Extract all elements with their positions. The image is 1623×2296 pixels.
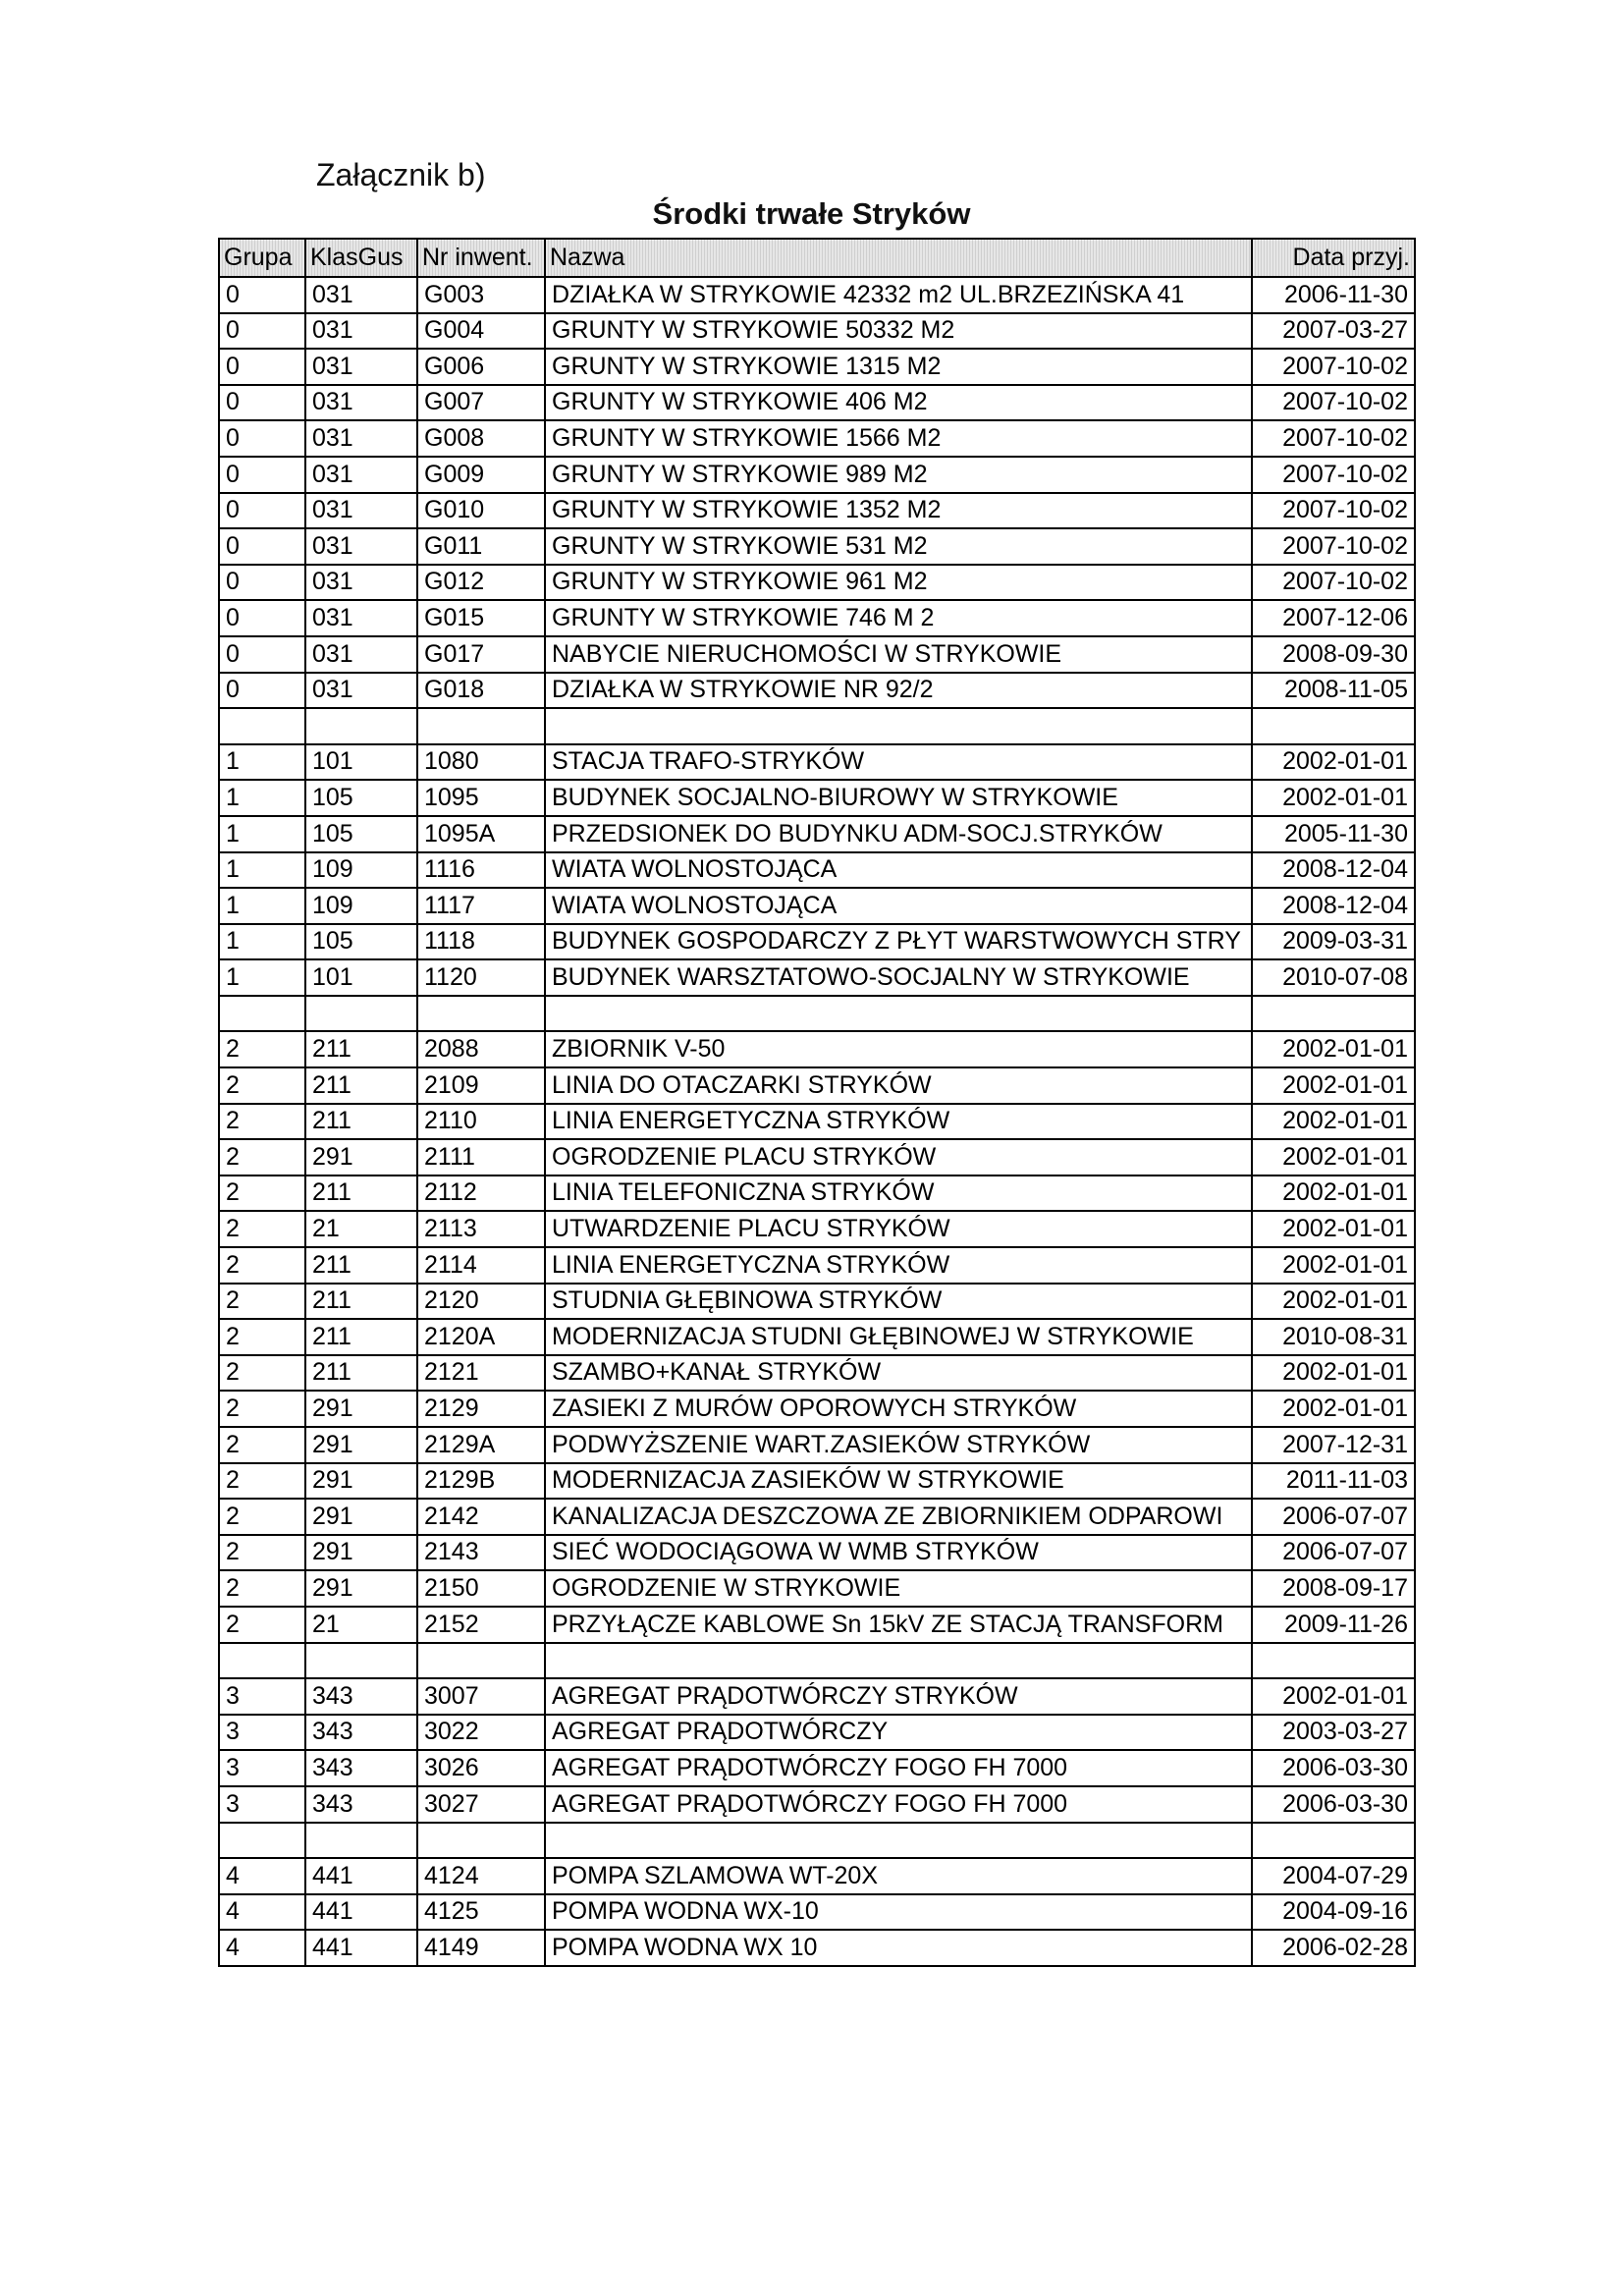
- cell-klasgus: 211: [305, 1031, 417, 1067]
- cell-klasgus: 031: [305, 565, 417, 601]
- cell-grupa: 0: [219, 565, 305, 601]
- table-row: [219, 1427, 1415, 1463]
- table-row: [219, 959, 1415, 996]
- cell-nr-inwent: 2113: [417, 1211, 545, 1247]
- cell-grupa: 4: [219, 1894, 305, 1931]
- table-row: [219, 1823, 1415, 1859]
- cell-klasgus: 211: [305, 1319, 417, 1355]
- cell-data-przyj: 2009-11-26: [1252, 1607, 1415, 1643]
- table-row: [219, 1930, 1415, 1966]
- cell-nr-inwent: G010: [417, 493, 545, 529]
- cell-nazwa: GRUNTY W STRYKOWIE 1315 M2: [545, 349, 1252, 385]
- cell-nr-inwent: 2129B: [417, 1463, 545, 1500]
- cell-nr-inwent: 3022: [417, 1715, 545, 1751]
- cell-data-przyj: 2007-10-02: [1252, 493, 1415, 529]
- cell-data-przyj: 2006-03-30: [1252, 1786, 1415, 1823]
- cell-data-przyj: 2009-03-31: [1252, 924, 1415, 960]
- cell-grupa: 0: [219, 673, 305, 709]
- cell-nr-inwent: G017: [417, 636, 545, 673]
- cell-klasgus: 031: [305, 349, 417, 385]
- cell-data-przyj: 2007-12-06: [1252, 600, 1415, 636]
- cell-nr-inwent: 2120A: [417, 1319, 545, 1355]
- cell-nazwa: STACJA TRAFO-STRYKÓW: [545, 744, 1252, 781]
- cell-nazwa: LINIA ENERGETYCZNA STRYKÓW: [545, 1247, 1252, 1284]
- cell-klasgus: 291: [305, 1139, 417, 1175]
- cell-nr-inwent: G018: [417, 673, 545, 709]
- cell-klasgus: 441: [305, 1930, 417, 1966]
- cell-nazwa: WIATA WOLNOSTOJĄCA: [545, 852, 1252, 889]
- cell-grupa: 3: [219, 1786, 305, 1823]
- cell-klasgus: 211: [305, 1175, 417, 1212]
- cell-nazwa: KANALIZACJA DESZCZOWA ZE ZBIORNIKIEM ODPAROWI: [545, 1499, 1252, 1535]
- table-row: [219, 457, 1415, 493]
- cell-data-przyj: 2011-11-03: [1252, 1463, 1415, 1500]
- cell-nazwa: [545, 708, 1252, 744]
- table-row: [219, 673, 1415, 709]
- cell-nr-inwent: 1117: [417, 888, 545, 924]
- table-row: [219, 1104, 1415, 1140]
- cell-nr-inwent: G011: [417, 528, 545, 565]
- table-row: [219, 493, 1415, 529]
- table-body: [219, 277, 1415, 1966]
- table-row: [219, 313, 1415, 350]
- cell-grupa: 1: [219, 816, 305, 852]
- cell-nazwa: [545, 1823, 1252, 1859]
- cell-data-przyj: 2002-01-01: [1252, 1067, 1415, 1104]
- cell-nazwa: AGREGAT PRĄDOTWÓRCZY FOGO FH 7000: [545, 1786, 1252, 1823]
- table-row: [219, 1678, 1415, 1715]
- cell-nr-inwent: G008: [417, 420, 545, 457]
- cell-klasgus: 291: [305, 1463, 417, 1500]
- cell-data-przyj: 2007-10-02: [1252, 385, 1415, 421]
- header-data-przyj: Data przyj.: [1252, 239, 1415, 277]
- cell-nazwa: POMPA WODNA WX 10: [545, 1930, 1252, 1966]
- cell-klasgus: 031: [305, 385, 417, 421]
- cell-data-przyj: 2007-10-02: [1252, 420, 1415, 457]
- cell-klasgus: 031: [305, 600, 417, 636]
- cell-nr-inwent: 2110: [417, 1104, 545, 1140]
- cell-klasgus: 105: [305, 780, 417, 816]
- table-row: [219, 1247, 1415, 1284]
- table-row: [219, 1284, 1415, 1320]
- cell-data-przyj: 2006-11-30: [1252, 277, 1415, 313]
- cell-grupa: 2: [219, 1319, 305, 1355]
- table-row: [219, 708, 1415, 744]
- cell-data-przyj: 2008-11-05: [1252, 673, 1415, 709]
- table-row: [219, 600, 1415, 636]
- cell-nr-inwent: 4149: [417, 1930, 545, 1966]
- cell-nazwa: WIATA WOLNOSTOJĄCA: [545, 888, 1252, 924]
- cell-nazwa: LINIA DO OTACZARKI STRYKÓW: [545, 1067, 1252, 1104]
- cell-nazwa: GRUNTY W STRYKOWIE 1566 M2: [545, 420, 1252, 457]
- table-row: [219, 996, 1415, 1032]
- cell-nazwa: LINIA ENERGETYCZNA STRYKÓW: [545, 1104, 1252, 1140]
- cell-nazwa: AGREGAT PRĄDOTWÓRCZY FOGO FH 7000: [545, 1750, 1252, 1786]
- table-row: [219, 565, 1415, 601]
- table-row: [219, 1607, 1415, 1643]
- table-row: [219, 1499, 1415, 1535]
- cell-data-przyj: 2002-01-01: [1252, 1355, 1415, 1392]
- cell-grupa: 2: [219, 1067, 305, 1104]
- cell-nr-inwent: [417, 708, 545, 744]
- cell-nr-inwent: 1118: [417, 924, 545, 960]
- cell-nr-inwent: [417, 1643, 545, 1679]
- cell-grupa: 2: [219, 1499, 305, 1535]
- annex-label: Załącznik b): [316, 157, 486, 192]
- cell-nazwa: [545, 1643, 1252, 1679]
- cell-klasgus: 21: [305, 1211, 417, 1247]
- cell-nr-inwent: 2152: [417, 1607, 545, 1643]
- table-row: [219, 1786, 1415, 1823]
- cell-nr-inwent: [417, 996, 545, 1032]
- cell-data-przyj: 2007-10-02: [1252, 349, 1415, 385]
- cell-grupa: 0: [219, 600, 305, 636]
- cell-data-przyj: [1252, 708, 1415, 744]
- cell-grupa: [219, 1823, 305, 1859]
- cell-grupa: 3: [219, 1715, 305, 1751]
- cell-klasgus: 101: [305, 959, 417, 996]
- cell-klasgus: 031: [305, 528, 417, 565]
- cell-grupa: 0: [219, 528, 305, 565]
- cell-data-przyj: 2007-12-31: [1252, 1427, 1415, 1463]
- cell-nazwa: ZBIORNIK V-50: [545, 1031, 1252, 1067]
- cell-nazwa: BUDYNEK WARSZTATOWO-SOCJALNY W STRYKOWIE: [545, 959, 1252, 996]
- cell-nr-inwent: 3026: [417, 1750, 545, 1786]
- cell-data-przyj: 2007-10-02: [1252, 565, 1415, 601]
- cell-grupa: 0: [219, 636, 305, 673]
- cell-nr-inwent: G006: [417, 349, 545, 385]
- table-row: [219, 816, 1415, 852]
- cell-grupa: 2: [219, 1607, 305, 1643]
- cell-nr-inwent: 2142: [417, 1499, 545, 1535]
- cell-nazwa: GRUNTY W STRYKOWIE 1352 M2: [545, 493, 1252, 529]
- cell-data-przyj: 2007-10-02: [1252, 528, 1415, 565]
- cell-data-przyj: 2004-07-29: [1252, 1858, 1415, 1894]
- table-row: [219, 1355, 1415, 1392]
- cell-nazwa: OGRODZENIE PLACU STRYKÓW: [545, 1139, 1252, 1175]
- cell-grupa: 1: [219, 888, 305, 924]
- cell-klasgus: 031: [305, 493, 417, 529]
- cell-nazwa: [545, 996, 1252, 1032]
- cell-klasgus: [305, 1643, 417, 1679]
- cell-nr-inwent: 2088: [417, 1031, 545, 1067]
- cell-data-przyj: 2006-07-07: [1252, 1499, 1415, 1535]
- cell-nazwa: DZIAŁKA W STRYKOWIE 42332 m2 UL.BRZEZIŃSKA 41: [545, 277, 1252, 313]
- table-row: [219, 277, 1415, 313]
- cell-grupa: 2: [219, 1463, 305, 1500]
- table-row: [219, 1463, 1415, 1500]
- cell-nr-inwent: G009: [417, 457, 545, 493]
- cell-nazwa: PODWYŻSZENIE WART.ZASIEKÓW STRYKÓW: [545, 1427, 1252, 1463]
- cell-nazwa: DZIAŁKA W STRYKOWIE NR 92/2: [545, 673, 1252, 709]
- cell-nr-inwent: 2129A: [417, 1427, 545, 1463]
- table-row: [219, 1715, 1415, 1751]
- cell-klasgus: 291: [305, 1499, 417, 1535]
- cell-klasgus: [305, 996, 417, 1032]
- cell-data-przyj: 2006-02-28: [1252, 1930, 1415, 1966]
- cell-nr-inwent: 2111: [417, 1139, 545, 1175]
- cell-nr-inwent: 3007: [417, 1678, 545, 1715]
- table-row: [219, 528, 1415, 565]
- cell-grupa: 3: [219, 1678, 305, 1715]
- table-row: [219, 1535, 1415, 1571]
- cell-data-przyj: 2002-01-01: [1252, 780, 1415, 816]
- cell-data-przyj: 2008-12-04: [1252, 852, 1415, 889]
- cell-grupa: 3: [219, 1750, 305, 1786]
- cell-nr-inwent: 3027: [417, 1786, 545, 1823]
- cell-klasgus: 343: [305, 1786, 417, 1823]
- cell-nazwa: NABYCIE NIERUCHOMOŚCI W STRYKOWIE: [545, 636, 1252, 673]
- table-row: [219, 1211, 1415, 1247]
- cell-nazwa: STUDNIA GŁĘBINOWA STRYKÓW: [545, 1284, 1252, 1320]
- cell-klasgus: 031: [305, 277, 417, 313]
- cell-klasgus: 291: [305, 1427, 417, 1463]
- table-row: [219, 924, 1415, 960]
- cell-grupa: 4: [219, 1930, 305, 1966]
- cell-grupa: 0: [219, 420, 305, 457]
- cell-data-przyj: 2002-01-01: [1252, 1284, 1415, 1320]
- cell-klasgus: 031: [305, 420, 417, 457]
- cell-data-przyj: 2004-09-16: [1252, 1894, 1415, 1931]
- cell-nazwa: GRUNTY W STRYKOWIE 531 M2: [545, 528, 1252, 565]
- cell-nazwa: SIEĆ WODOCIĄGOWA W WMB STRYKÓW: [545, 1535, 1252, 1571]
- cell-data-przyj: 2007-03-27: [1252, 313, 1415, 350]
- cell-grupa: 1: [219, 959, 305, 996]
- cell-data-przyj: 2002-01-01: [1252, 1247, 1415, 1284]
- cell-nr-inwent: 2109: [417, 1067, 545, 1104]
- cell-klasgus: 031: [305, 636, 417, 673]
- cell-grupa: 2: [219, 1031, 305, 1067]
- cell-nr-inwent: 4125: [417, 1894, 545, 1931]
- cell-data-przyj: 2006-03-30: [1252, 1750, 1415, 1786]
- cell-klasgus: 343: [305, 1715, 417, 1751]
- cell-nazwa: SZAMBO+KANAŁ STRYKÓW: [545, 1355, 1252, 1392]
- table-row: [219, 1570, 1415, 1607]
- fixed-assets-table: [218, 238, 1416, 1967]
- cell-data-przyj: 2008-12-04: [1252, 888, 1415, 924]
- document-title: Środki trwałe Stryków: [652, 196, 971, 231]
- cell-grupa: 2: [219, 1139, 305, 1175]
- cell-grupa: [219, 1643, 305, 1679]
- cell-grupa: 2: [219, 1391, 305, 1427]
- cell-data-przyj: 2008-09-17: [1252, 1570, 1415, 1607]
- cell-data-przyj: 2007-10-02: [1252, 457, 1415, 493]
- cell-nazwa: GRUNTY W STRYKOWIE 746 M 2: [545, 600, 1252, 636]
- cell-grupa: 2: [219, 1535, 305, 1571]
- cell-nr-inwent: 1080: [417, 744, 545, 781]
- table-row: [219, 349, 1415, 385]
- cell-data-przyj: 2006-07-07: [1252, 1535, 1415, 1571]
- cell-data-przyj: 2002-01-01: [1252, 744, 1415, 781]
- table-row: [219, 1319, 1415, 1355]
- cell-data-przyj: 2002-01-01: [1252, 1391, 1415, 1427]
- cell-klasgus: 031: [305, 313, 417, 350]
- cell-nazwa: POMPA WODNA WX-10: [545, 1894, 1252, 1931]
- cell-nr-inwent: 1095A: [417, 816, 545, 852]
- cell-nazwa: OGRODZENIE W STRYKOWIE: [545, 1570, 1252, 1607]
- table-row: [219, 1643, 1415, 1679]
- cell-grupa: 1: [219, 852, 305, 889]
- cell-klasgus: 441: [305, 1894, 417, 1931]
- cell-grupa: 2: [219, 1104, 305, 1140]
- cell-klasgus: 343: [305, 1678, 417, 1715]
- table-header-row: [219, 239, 1415, 277]
- table-row: [219, 420, 1415, 457]
- cell-data-przyj: [1252, 1823, 1415, 1859]
- cell-nazwa: MODERNIZACJA STUDNI GŁĘBINOWEJ W STRYKOWIE: [545, 1319, 1252, 1355]
- header-nr-inwent: Nr inwent.: [417, 239, 545, 277]
- cell-grupa: [219, 996, 305, 1032]
- cell-grupa: 1: [219, 924, 305, 960]
- cell-data-przyj: 2002-01-01: [1252, 1031, 1415, 1067]
- cell-klasgus: 109: [305, 852, 417, 889]
- cell-nr-inwent: 1116: [417, 852, 545, 889]
- cell-nazwa: MODERNIZACJA ZASIEKÓW W STRYKOWIE: [545, 1463, 1252, 1500]
- table-row: [219, 636, 1415, 673]
- table-row: [219, 744, 1415, 781]
- cell-klasgus: 211: [305, 1104, 417, 1140]
- cell-data-przyj: 2002-01-01: [1252, 1678, 1415, 1715]
- cell-grupa: 2: [219, 1211, 305, 1247]
- cell-nazwa: AGREGAT PRĄDOTWÓRCZY: [545, 1715, 1252, 1751]
- cell-nr-inwent: 2150: [417, 1570, 545, 1607]
- cell-klasgus: 101: [305, 744, 417, 781]
- cell-data-przyj: 2003-03-27: [1252, 1715, 1415, 1751]
- table-row: [219, 1858, 1415, 1894]
- cell-data-przyj: 2002-01-01: [1252, 1104, 1415, 1140]
- cell-data-przyj: 2008-09-30: [1252, 636, 1415, 673]
- cell-data-przyj: 2010-07-08: [1252, 959, 1415, 996]
- cell-klasgus: 031: [305, 673, 417, 709]
- cell-nr-inwent: 2121: [417, 1355, 545, 1392]
- header-klasgus: KlasGus: [305, 239, 417, 277]
- cell-grupa: 1: [219, 744, 305, 781]
- cell-klasgus: [305, 1823, 417, 1859]
- cell-nazwa: PRZYŁĄCZE KABLOWE Sn 15kV ZE STACJĄ TRANSFORM: [545, 1607, 1252, 1643]
- table-row: [219, 888, 1415, 924]
- cell-data-przyj: 2005-11-30: [1252, 816, 1415, 852]
- cell-nazwa: AGREGAT PRĄDOTWÓRCZY STRYKÓW: [545, 1678, 1252, 1715]
- cell-data-przyj: 2002-01-01: [1252, 1139, 1415, 1175]
- cell-klasgus: 031: [305, 457, 417, 493]
- cell-grupa: 2: [219, 1284, 305, 1320]
- cell-nazwa: PRZEDSIONEK DO BUDYNKU ADM-SOCJ.STRYKÓW: [545, 816, 1252, 852]
- cell-data-przyj: 2010-08-31: [1252, 1319, 1415, 1355]
- table-row: [219, 1067, 1415, 1104]
- cell-klasgus: 211: [305, 1355, 417, 1392]
- cell-klasgus: 291: [305, 1391, 417, 1427]
- cell-grupa: 4: [219, 1858, 305, 1894]
- cell-grupa: 1: [219, 780, 305, 816]
- cell-grupa: 2: [219, 1570, 305, 1607]
- cell-grupa: 0: [219, 349, 305, 385]
- cell-nr-inwent: 2112: [417, 1175, 545, 1212]
- header-nazwa: Nazwa: [545, 239, 1252, 277]
- cell-nr-inwent: 4124: [417, 1858, 545, 1894]
- cell-nazwa: UTWARDZENIE PLACU STRYKÓW: [545, 1211, 1252, 1247]
- cell-klasgus: 105: [305, 924, 417, 960]
- cell-klasgus: 211: [305, 1284, 417, 1320]
- table-row: [219, 1031, 1415, 1067]
- cell-nazwa: ZASIEKI Z MURÓW OPOROWYCH STRYKÓW: [545, 1391, 1252, 1427]
- cell-klasgus: 441: [305, 1858, 417, 1894]
- cell-grupa: 0: [219, 277, 305, 313]
- cell-grupa: 0: [219, 385, 305, 421]
- table-row: [219, 1139, 1415, 1175]
- table-row: [219, 1175, 1415, 1212]
- cell-nr-inwent: 2143: [417, 1535, 545, 1571]
- cell-klasgus: 211: [305, 1067, 417, 1104]
- cell-data-przyj: 2002-01-01: [1252, 1175, 1415, 1212]
- header-grupa: Grupa: [219, 239, 305, 277]
- table-row: [219, 852, 1415, 889]
- table-row: [219, 1894, 1415, 1931]
- cell-grupa: 2: [219, 1355, 305, 1392]
- cell-nr-inwent: G015: [417, 600, 545, 636]
- cell-klasgus: 21: [305, 1607, 417, 1643]
- cell-nr-inwent: G007: [417, 385, 545, 421]
- cell-klasgus: 211: [305, 1247, 417, 1284]
- cell-grupa: 0: [219, 457, 305, 493]
- cell-nr-inwent: 2129: [417, 1391, 545, 1427]
- cell-nr-inwent: 2120: [417, 1284, 545, 1320]
- cell-grupa: [219, 708, 305, 744]
- cell-klasgus: 291: [305, 1535, 417, 1571]
- cell-nazwa: BUDYNEK GOSPODARCZY Z PŁYT WARSTWOWYCH STRY: [545, 924, 1252, 960]
- cell-nr-inwent: 1120: [417, 959, 545, 996]
- cell-data-przyj: [1252, 1643, 1415, 1679]
- cell-klasgus: 105: [305, 816, 417, 852]
- cell-nazwa: GRUNTY W STRYKOWIE 961 M2: [545, 565, 1252, 601]
- cell-grupa: 2: [219, 1247, 305, 1284]
- cell-nazwa: POMPA SZLAMOWA WT-20X: [545, 1858, 1252, 1894]
- cell-klasgus: 109: [305, 888, 417, 924]
- cell-grupa: 0: [219, 313, 305, 350]
- cell-klasgus: [305, 708, 417, 744]
- cell-klasgus: 343: [305, 1750, 417, 1786]
- cell-nr-inwent: [417, 1823, 545, 1859]
- cell-nazwa: GRUNTY W STRYKOWIE 989 M2: [545, 457, 1252, 493]
- cell-grupa: 2: [219, 1175, 305, 1212]
- cell-data-przyj: [1252, 996, 1415, 1032]
- cell-nr-inwent: G012: [417, 565, 545, 601]
- cell-nazwa: GRUNTY W STRYKOWIE 50332 M2: [545, 313, 1252, 350]
- table-row: [219, 385, 1415, 421]
- cell-data-przyj: 2002-01-01: [1252, 1211, 1415, 1247]
- table-row: [219, 1750, 1415, 1786]
- cell-nr-inwent: 1095: [417, 780, 545, 816]
- cell-nr-inwent: G004: [417, 313, 545, 350]
- table-row: [219, 780, 1415, 816]
- cell-nazwa: LINIA TELEFONICZNA STRYKÓW: [545, 1175, 1252, 1212]
- cell-grupa: 0: [219, 493, 305, 529]
- cell-nr-inwent: 2114: [417, 1247, 545, 1284]
- cell-nazwa: GRUNTY W STRYKOWIE 406 M2: [545, 385, 1252, 421]
- cell-grupa: 2: [219, 1427, 305, 1463]
- cell-klasgus: 291: [305, 1570, 417, 1607]
- cell-nazwa: BUDYNEK SOCJALNO-BIUROWY W STRYKOWIE: [545, 780, 1252, 816]
- cell-nr-inwent: G003: [417, 277, 545, 313]
- table-row: [219, 1391, 1415, 1427]
